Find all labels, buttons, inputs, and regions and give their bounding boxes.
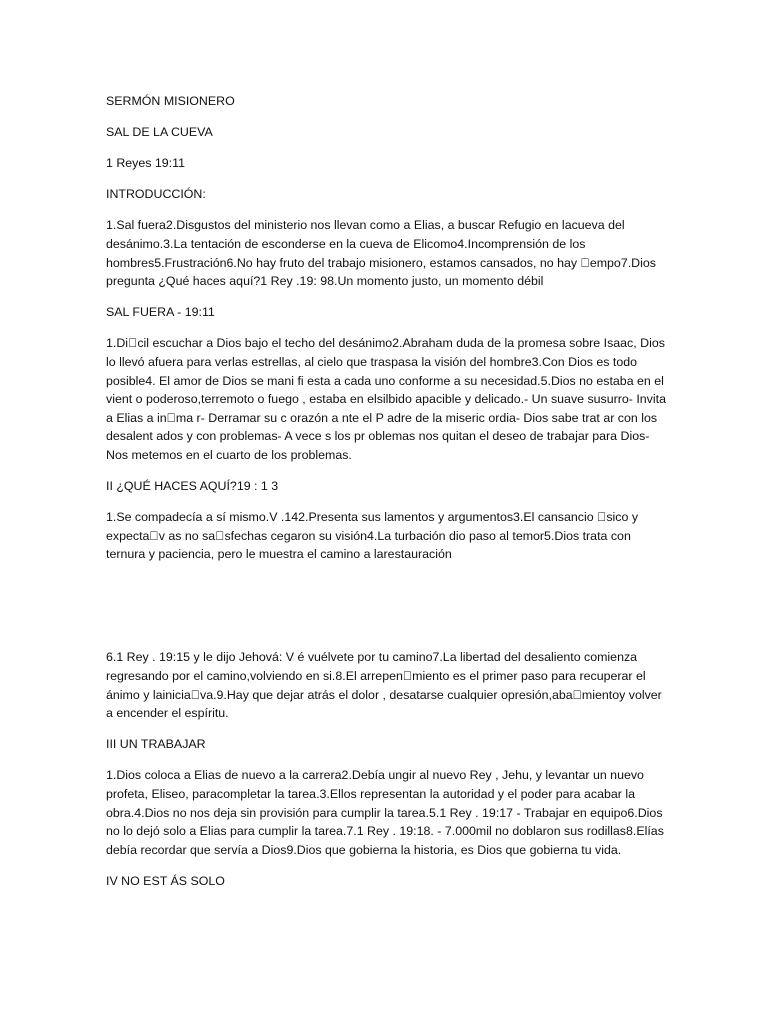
scripture-reference: 1 Reyes 19:11 [106, 156, 185, 171]
document-subtitle: SAL DE LA CUEVA [106, 125, 213, 140]
section-4-heading: IV NO EST ÁS SOLO [106, 873, 225, 888]
intro-heading: INTRODUCCIÓN: [106, 187, 206, 202]
section-2-continued-paragraph: 6.1 Rey . 19:15 y le dijo Jehová: V é vuélvete por tu camino7.La libertad del desaliento comienza regresando por el camino,volviendo en si.8.El arrepen miento es el primer paso para recuperar el ánimo y lainicia va.9.Hay que dejar atrás el dolor , desatarse cualquier opresión,aba mientoy volver a encender el espíritu. [106, 650, 662, 721]
section-3-paragraph: 1.Dios coloca a Elias de nuevo a la carrera2.Debía ungir al nuevo Rey , Jehu, y levantar un nuevo profeta, Eliseo, paracompletar la tarea.3.Ellos representan la autoridad y el poder para acabar la obra.4.Dios no nos deja sin provisión para cumplir la tarea.5.1 Rey . 19:17 - Trabajar en equipo6.Dios no lo dejó solo a Elias para cumplir la tarea.7.1 Rey . 19:18. - 7.000mil no doblaron sus rodillas8.Elías debía recordar que servía a Dios9.Dios que gobierna la historia, es Dios que gobierna tu vida. [106, 768, 664, 857]
intro-paragraph: 1.Sal fuera2.Disgustos del ministerio nos llevan como a Elias, a buscar Refugio en lacueva del desánimo.3.La tentación de esconderse en la cueva de Elicomo4.Incomprensión de los hombres5.Frustración6.No hay fruto del trabajo misionero, estamos cansados, no hay  empo7.Dios pregunta ¿Qué haces aquí?1 Rey .19: 98.Un momento justo, un momento débil [106, 218, 656, 289]
section-1-heading: SAL FUERA - 19:11 [106, 305, 215, 320]
document-title: SERMÓN MISIONERO [106, 94, 235, 108]
section-3-heading: III UN TRABAJAR [106, 737, 206, 752]
section-2-paragraph: 1.Se compadecía a sí mismo.V .142.Presenta sus lamentos y argumentos3.El cansancio  sico y expecta v as no sa sfechas cegaron su visión4.La turbación dio paso al temor5.Dios trata con ternura y paciencia, pero le muestra el camino a larestauración [106, 510, 639, 562]
section-1-paragraph: 1.Di cil escuchar a Dios bajo el techo del desánimo2.Abraham duda de la promesa sobre Isaac, Dios lo llevó afuera para verlas estrellas, al cielo que traspasa la visión del hombre3.Con Dios es todo posible4. El amor de Dios se mani fi esta a cada uno conforme a su necesidad.5.Dios no estaba en el vient o poderoso,terremoto o fuego , estaba en elsilbido apacible y delicado.- Un suave susurro- Invita a Elias a in ma r- Derramar su c orazón a nte el P adre de la miseric ordia- Dios sabe trat ar con los desalent ados y con problemas- A vece s los pr oblemas nos quitan el deseo de trabajar para Dios- Nos metemos en el cuarto de los problemas. [106, 336, 666, 462]
section-2-heading: II ¿QUÉ HACES AQUÍ?19 : 1 3 [106, 479, 279, 493]
blank-gap [106, 576, 666, 648]
document-body [106, 92, 666, 903]
